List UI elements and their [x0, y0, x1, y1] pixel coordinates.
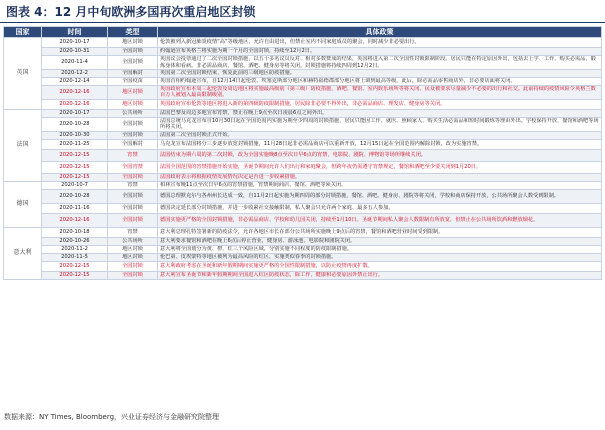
- date-cell: 2020-11-4: [42, 56, 108, 70]
- table-row: [4, 99, 602, 109]
- country-cell: 意大利: [4, 227, 42, 279]
- detail-cell: 英国第二次全国封锁结束，恢复此前的三级地区防疫措施。: [158, 70, 602, 78]
- header-country: 国家: [4, 27, 42, 38]
- detail-cell: 英国政府宣布本周三起伦敦及周边地区将实施最高级别（第三级）防疫措施，酒吧、餐馆、室内娱乐场所等将关闭，民众被要求尽量减少不必要的出行和社交。此前持续的疫情风险令英格兰数百万人被划入最高限制级别。: [158, 86, 602, 100]
- date-cell: 2020-10-26: [42, 237, 108, 245]
- table-row: [4, 56, 602, 70]
- detail-cell: 意大利总理孔特签署新的防疫法令，允许各地区市长在部分公共场所实施晚上9点后的宵禁，餐馆和酒吧营业时间受到限制。: [158, 227, 602, 237]
- table-row: [4, 78, 602, 86]
- type-cell: 全国宵禁: [108, 161, 158, 173]
- type-cell: 全国封锁: [108, 189, 158, 203]
- table-row: [4, 261, 602, 271]
- date-cell: 2020-12-15: [42, 271, 108, 279]
- date-cell: 2020-11-5: [42, 253, 108, 261]
- detail-cell: 法国结束为期六周的第二次封锁，改为全国实施晚8点至次日早6点的宵禁，电影院、剧院、博物馆等场所继续关闭。: [158, 149, 602, 161]
- detail-cell: 柏林宣布晚11点至次日早6点的宵禁措施，宵禁期间商店、餐馆、酒吧等须关闭。: [158, 181, 602, 189]
- table-body: [4, 38, 602, 280]
- figure-title: 图表 4：12 月中旬欧洲多国再次重启地区封锁: [0, 0, 605, 23]
- detail-cell: 意大利政府考虑在圣诞和新年假期期间实施更严格的全国性限制措施，以防止疫情再度扩散。: [158, 261, 602, 271]
- table-row: [4, 161, 602, 173]
- header-detail: 具体政策: [158, 27, 602, 38]
- policy-table: [3, 26, 602, 280]
- table-row: [4, 139, 602, 149]
- country-cell: 德国: [4, 181, 42, 227]
- detail-cell: 法国第二次全国封锁正式开始。: [158, 131, 602, 139]
- type-cell: 地区封锁: [108, 99, 158, 109]
- type-cell: 全国封锁: [108, 131, 158, 139]
- table-row: [4, 149, 602, 161]
- type-cell: 地区封锁: [108, 245, 158, 253]
- table-row: [4, 86, 602, 100]
- table-row: [4, 38, 602, 48]
- date-cell: 2020-10-18: [42, 227, 108, 237]
- table-row: [4, 117, 602, 131]
- table-row: [4, 213, 602, 227]
- table-row: [4, 253, 602, 261]
- detail-cell: 法国总统马克龙宣布自10月30日起在全国范围内实施为期至少四周的封锁措施，居民只能因工作、就医、照顾家人、购买生活必需品和短时间锻炼等理由外出。学校保持开放，餐馆和酒吧等场所将关闭。: [158, 117, 602, 131]
- date-cell: 2020-12-15: [42, 161, 108, 173]
- table-row: [4, 245, 602, 253]
- table-row: [4, 181, 602, 189]
- detail-cell: 法国全国范围的宵禁措施开始实施，圣诞节期间允许人们出行和家庭聚会，但跨年夜仍需遵守宵禁规定，餐馆和酒吧至少要关闭到1月20日。: [158, 161, 602, 173]
- detail-cell: 伦敦被列入新冠肺炎疫情“高”等级地区，允许自由进出，但禁止室内不同家庭成员的聚会，同时减少非必要出行。: [158, 38, 602, 48]
- date-cell: 2020-10-31: [42, 48, 108, 56]
- detail-cell: 意大利宣布圣诞节和新年假期期间全国进入红区防疫状态，除工作、健康和必要原因外禁止出行。: [158, 271, 602, 279]
- type-cell: 地区封锁: [108, 86, 158, 100]
- table-row: [4, 237, 602, 245]
- country-cell: 英国: [4, 38, 42, 110]
- type-cell: 宵禁: [108, 227, 158, 237]
- date-cell: 2020-11-2: [42, 245, 108, 253]
- table-row: [4, 173, 602, 181]
- table-row: [4, 227, 602, 237]
- date-cell: 2020-12-16: [42, 99, 108, 109]
- date-cell: 2020-12-15: [42, 149, 108, 161]
- detail-cell: 法国政府表示将根据疫情发展情况决定是否进一步收紧措施。: [158, 173, 602, 181]
- date-cell: 2020-11-25: [42, 139, 108, 149]
- type-cell: 地区封锁: [108, 253, 158, 261]
- table-header-row: [4, 27, 602, 38]
- table-row: [4, 271, 602, 279]
- detail-cell: 英国政府宣布伦敦等地区将进入新的第四级防疫限制措施，居民除非必要不得外出，非必需品商店、理发店、健身房等关闭。: [158, 99, 602, 109]
- table-row: [4, 189, 602, 203]
- date-cell: 2020-12-16: [42, 213, 108, 227]
- type-cell: 全国解封: [108, 70, 158, 78]
- date-cell: 2020-12-15: [42, 173, 108, 181]
- detail-cell: 伦巴第、皮埃蒙特等地区被列为最高风险的红区，实施类似春季的封锁措施。: [158, 253, 602, 261]
- policy-table-container: [3, 26, 601, 280]
- header-date: 时间: [42, 27, 108, 38]
- detail-cell: 英国议会投票通过了二次全国封锁措施，以五十多名议员反对、相对多数赞成的结果，英国将进入第二次全国性封锁限制阶段。居民只能在特定原因外出，包括去上学、工作、购买必需品、锻炼身体和看病。非必需品商店、餐馆、酒吧、健身房等将关闭。封锁措施将持续四周到12月2日。: [158, 56, 602, 70]
- type-cell: 全国封锁: [108, 213, 158, 227]
- table-row: [4, 131, 602, 139]
- date-cell: 2020-10-17: [42, 109, 108, 117]
- detail-cell: 英国首相约翰逊宣布，自12月14日起伦敦、埃塞克斯部分地区和赫特福德郡部分地区将上调到最高等级。此后，除必需品零售商店外，非必要店面将关闭。: [158, 78, 602, 86]
- date-cell: 2020-10-28: [42, 117, 108, 131]
- table-row: [4, 48, 602, 56]
- date-cell: 2020-12-15: [42, 261, 108, 271]
- type-cell: 全国封锁: [108, 117, 158, 131]
- detail-cell: 德国实施更严格的全国封锁措施，非必需品商店、学校和幼儿园关闭，持续至1月10日。圣诞节期间私人聚会人数限制有所放宽，但禁止在公共场所饮酒和燃放烟花。: [158, 213, 602, 227]
- detail-cell: 约翰逊宣布英格兰将实施为期一个月的全国封锁，持续至12月2日。: [158, 48, 602, 56]
- type-cell: 全国封锁: [108, 56, 158, 70]
- detail-cell: 法国巴黎及周边多地宣布宵禁，禁止在晚上9点至次日凌晨6点之间外出。: [158, 109, 602, 117]
- date-cell: 2020-12-14: [42, 78, 108, 86]
- date-cell: 2020-12-16: [42, 86, 108, 100]
- type-cell: 宵禁: [108, 181, 158, 189]
- type-cell: 公共场所: [108, 237, 158, 245]
- detail-cell: 意大利要求餐馆和酒吧在晚上6点后停止营业，健身房、游泳池、电影院和剧院关闭。: [158, 237, 602, 245]
- date-cell: 2020-10-30: [42, 131, 108, 139]
- date-cell: 2020-10-28: [42, 189, 108, 203]
- date-cell: 2020-12-2: [42, 70, 108, 78]
- detail-cell: 意大利将全国划分为黄、橙、红三个风险区域，分别实施不同程度的防疫限制措施。: [158, 245, 602, 253]
- detail-cell: 德国决定延长部分封锁措施，并进一步收紧社交接触限制，私人聚会只允许两个家庭、最多五人参加。: [158, 203, 602, 213]
- detail-cell: 马克龙宣布法国将分三步逐步放宽封锁措施，11月28日起非必需品商店可以重新开放，12月15日起在全国范围内解除封锁，改为实施宵禁。: [158, 139, 602, 149]
- type-cell: 宵禁: [108, 149, 158, 161]
- date-cell: 2020-10-7: [42, 181, 108, 189]
- country-cell: 法国: [4, 109, 42, 181]
- type-cell: 公共场所: [108, 109, 158, 117]
- type-cell: 全国封锁: [108, 261, 158, 271]
- date-cell: 2020-10-17: [42, 38, 108, 48]
- table-row: [4, 109, 602, 117]
- table-row: [4, 203, 602, 213]
- type-cell: 全国解封: [108, 139, 158, 149]
- type-cell: 全国封锁: [108, 271, 158, 279]
- header-type: 类型: [108, 27, 158, 38]
- type-cell: 地区封锁: [108, 38, 158, 48]
- type-cell: 全国封锁: [108, 203, 158, 213]
- type-cell: 全国疫苗: [108, 78, 158, 86]
- table-row: [4, 70, 602, 78]
- date-cell: 2020-11-16: [42, 203, 108, 213]
- type-cell: 全国封锁: [108, 48, 158, 56]
- source-note: 数据来源：NY Times, Bloomberg，兴业证券经济与金融研究院整理: [4, 413, 220, 421]
- detail-cell: 德国总理默克尔与各州州长达成一致，自11月2日起实施为期四周的部分封锁措施，餐馆、酒吧、健身房、剧院等将关闭，学校和商店保持开放，公共场所聚会人数受到限制。: [158, 189, 602, 203]
- type-cell: 全国封锁: [108, 173, 158, 181]
